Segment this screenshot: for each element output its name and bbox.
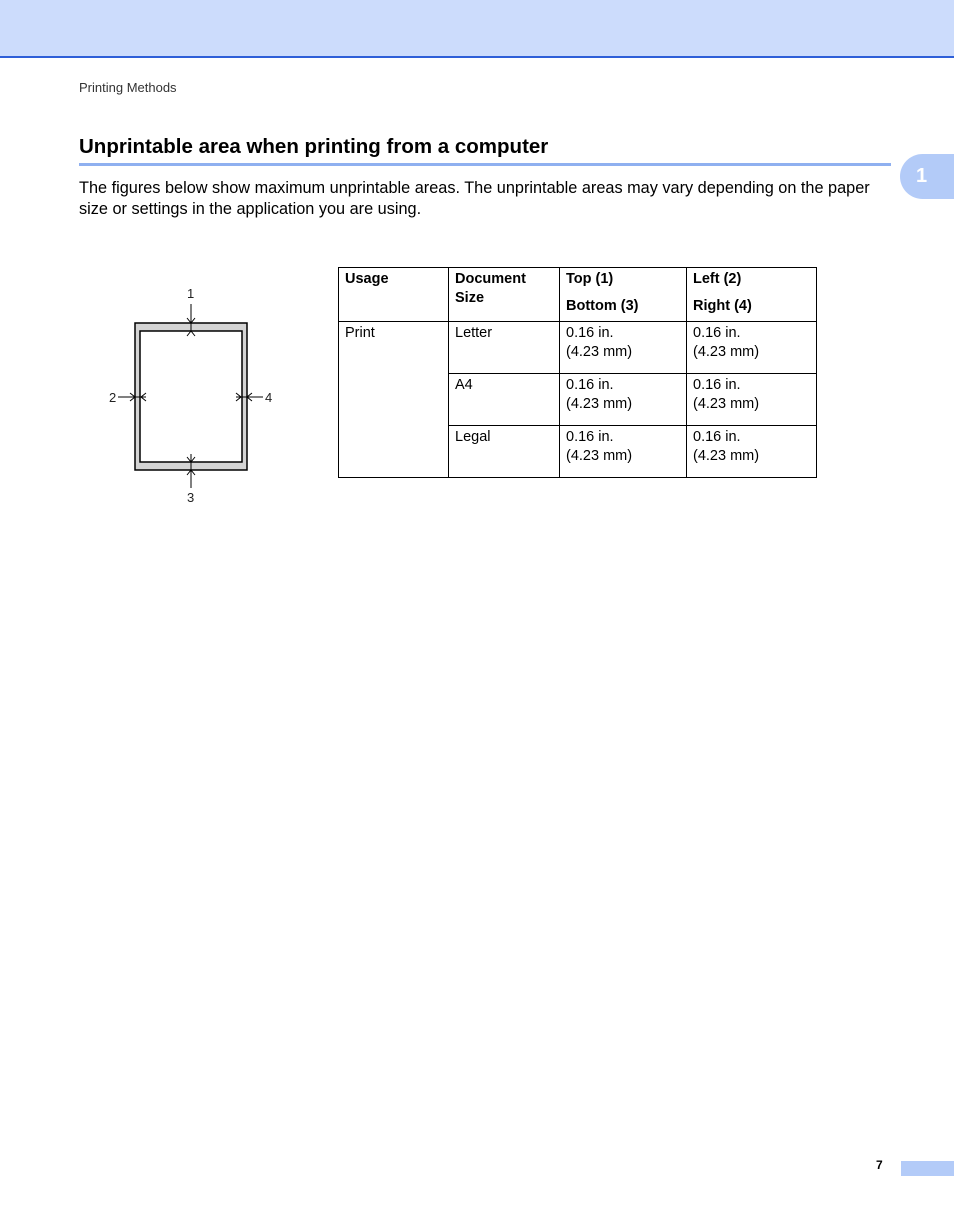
page-number: 7: [876, 1158, 883, 1172]
value-mm: (4.23 mm): [566, 396, 633, 412]
value-in: 0.16 in.: [566, 377, 614, 393]
value-in: 0.16 in.: [693, 429, 741, 445]
label-right: 4: [265, 390, 273, 405]
header-left: Left (2): [693, 271, 742, 287]
value-mm: (4.23 mm): [693, 396, 760, 412]
chapter-tab: 1: [900, 154, 954, 199]
label-top: 1: [187, 286, 195, 301]
value-mm: (4.23 mm): [566, 344, 633, 360]
header-top: Top (1): [566, 271, 614, 287]
top-bottom-cell: [560, 322, 687, 374]
value-in: 0.16 in.: [566, 429, 614, 445]
value-in: 0.16 in.: [566, 325, 614, 341]
top-bottom-cell: [560, 374, 687, 426]
top-bottom-cell: [560, 426, 687, 478]
unprintable-area-figure: [100, 282, 290, 512]
page-margin-diagram: [100, 282, 290, 512]
footer-band: [901, 1161, 954, 1176]
header-left-right: [687, 268, 817, 322]
left-right-cell: [687, 426, 817, 478]
label-left: 2: [109, 390, 117, 405]
header-top-bottom: [560, 268, 687, 322]
value-mm: (4.23 mm): [693, 448, 760, 464]
unprintable-area-table: [338, 267, 817, 478]
header-right: Right (4): [693, 298, 752, 314]
intro-paragraph: The figures below show maximum unprintable areas. The unprintable areas may vary depending on the paper size or settings in the application you are using.: [79, 179, 870, 218]
size-cell: Letter: [449, 322, 560, 374]
header-document-size: Document Size: [449, 268, 560, 322]
label-bottom: 3: [187, 490, 195, 505]
size-cell: A4: [449, 374, 560, 426]
value-in: 0.16 in.: [693, 325, 741, 341]
top-header-band: [0, 0, 954, 58]
left-right-cell: [687, 374, 817, 426]
value-in: 0.16 in.: [693, 377, 741, 393]
size-cell: Legal: [449, 426, 560, 478]
header-bottom: Bottom (3): [566, 298, 639, 314]
value-mm: (4.23 mm): [693, 344, 760, 360]
table-row: [339, 322, 817, 374]
usage-cell: Print: [339, 322, 449, 478]
printable-area: [140, 331, 242, 462]
left-right-cell: [687, 322, 817, 374]
running-head: Printing Methods: [79, 80, 177, 95]
table-header-row: [339, 268, 817, 322]
value-mm: (4.23 mm): [566, 448, 633, 464]
section-title: Unprintable area when printing from a computer: [79, 135, 891, 166]
header-usage: Usage: [339, 268, 449, 322]
